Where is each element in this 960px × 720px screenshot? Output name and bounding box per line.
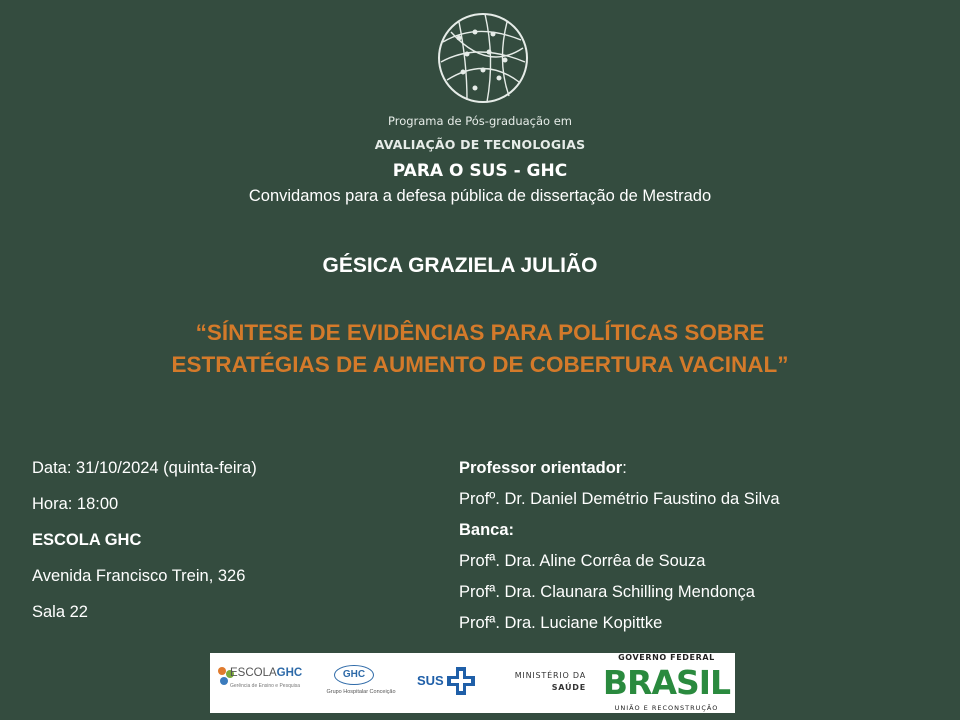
- thesis-title-line-2: ESTRATÉGIAS DE AUMENTO DE COBERTURA VACINAL”: [171, 352, 789, 377]
- program-logo-icon: [437, 12, 529, 104]
- ministerio-line-2: SAÚDE: [551, 683, 586, 692]
- advisor-colon: :: [622, 459, 627, 477]
- invitation-text: Convidamos para a defesa pública de dissertação de Mestrado: [248, 187, 712, 205]
- ghc-subtitle: Grupo Hospitalar Conceição: [326, 689, 396, 695]
- brasil-letters: BRASIL: [602, 663, 731, 702]
- partner-logos-bar: [210, 653, 735, 713]
- thesis-title-line-1: “SÍNTESE DE EVIDÊNCIAS PARA POLÍTICAS SOBRE: [195, 320, 765, 345]
- governo-federal-brasil: [600, 665, 733, 701]
- event-time: Hora: 18:00: [32, 495, 119, 513]
- event-date: Data: 31/10/2024 (quinta-feira): [32, 459, 257, 477]
- advisor-name: Profº. Dr. Daniel Demétrio Faustino da Silva: [459, 490, 780, 508]
- escola-ghc-text-a: ESCOLA: [230, 667, 277, 679]
- program-line-3: PARA O SUS - GHC: [392, 161, 568, 181]
- ministerio-line-1: MINISTÉRIO DA: [514, 671, 586, 680]
- sus-cross-icon: [445, 665, 477, 697]
- event-address: Avenida Francisco Trein, 326: [32, 567, 246, 585]
- program-line-2: AVALIAÇÃO DE TECNOLOGIAS: [374, 137, 586, 152]
- ghc-badge: GHC: [334, 665, 374, 685]
- program-line-1: Programa de Pós-graduação em: [387, 114, 572, 128]
- event-venue: ESCOLA GHC: [32, 531, 142, 549]
- sus-logo: SUS: [417, 673, 444, 688]
- board-label: Banca:: [459, 521, 515, 539]
- board-member: Profª. Dra. Claunara Schilling Mendonça: [459, 583, 755, 601]
- advisor-label: Professor orientador: [459, 459, 623, 477]
- event-details: [32, 456, 392, 636]
- escola-ghc-text-b: GHC: [276, 667, 303, 679]
- board-member: Profª. Dra. Luciane Kopittke: [459, 614, 663, 632]
- advisor-heading: [459, 456, 939, 487]
- escola-ghc-logo: [230, 667, 302, 679]
- governo-federal-logo: [598, 653, 735, 713]
- board-member: Profª. Dra. Aline Corrêa de Souza: [459, 552, 706, 570]
- governo-federal-top: GOVERNO FEDERAL: [598, 653, 735, 663]
- escola-ghc-subtitle: Gerência de Ensino e Pesquisa: [230, 683, 301, 689]
- event-room: Sala 22: [32, 603, 88, 621]
- candidate-name: GÉSICA GRAZIELA JULIÃO: [322, 254, 598, 277]
- governo-federal-bottom: UNIÃO E RECONSTRUÇÃO: [614, 704, 719, 712]
- thesis-title: [60, 317, 900, 381]
- committee-details: [459, 456, 939, 642]
